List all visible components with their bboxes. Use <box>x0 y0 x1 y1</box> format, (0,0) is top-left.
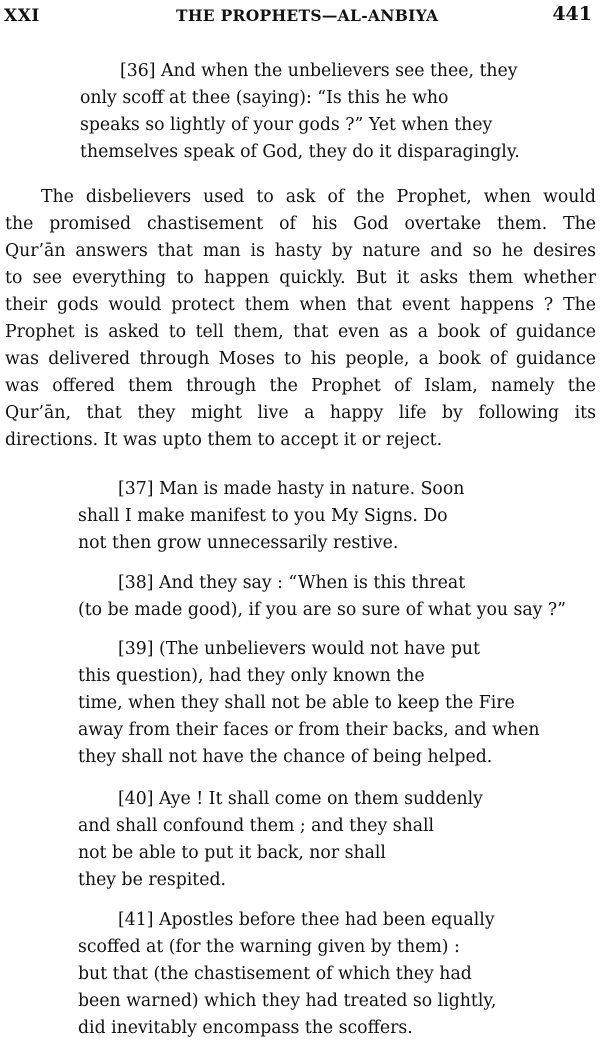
commentary-line: Qur’ān, that they might live a happy life by following its <box>5 403 596 423</box>
commentary-line: directions. It was upto them to accept it or reject. <box>5 430 443 450</box>
commentary-line: their gods would protect them when that event happens ? The <box>5 295 596 315</box>
verse-line: [41] Apostles before thee had been equally <box>118 910 495 930</box>
commentary-paragraph <box>5 184 596 454</box>
verse-line: not be able to put it back, nor shall <box>78 843 386 863</box>
verse-line: away from their faces or from their backs, and when <box>78 720 540 740</box>
verse-line: [40] Aye ! It shall come on them suddenly <box>118 789 483 809</box>
verse-line: shall I make manifest to you My Signs. Do <box>78 506 448 526</box>
verse-line: this question), had they only known the <box>78 666 425 686</box>
verse-line: themselves speak of God, they do it disparagingly. <box>80 142 520 162</box>
verse-line: speaks so lightly of your gods ?” Yet when they <box>80 115 493 135</box>
verse-line: [38] And they say : “When is this threat <box>118 573 466 593</box>
verse-39 <box>78 636 539 771</box>
verse-line: scoffed at (for the warning given by them) : <box>78 937 460 957</box>
commentary-line: was delivered through Moses to his people, a book of guidance <box>5 349 596 369</box>
verse-line: but that (the chastisement of which they had <box>78 964 472 984</box>
page-header <box>0 0 600 40</box>
verse-line: been warned) which they had treated so lightly, <box>78 991 497 1011</box>
verse-line: did inevitably encompass the scoffers. <box>78 1018 413 1038</box>
verse-line: [39] (The unbelievers would not have put <box>118 639 480 659</box>
verse-36 <box>80 58 520 166</box>
commentary-line: to see everything to happen quickly. But it asks them whether <box>5 268 596 288</box>
chapter-number: XXI <box>4 6 40 26</box>
commentary-line: Prophet is asked to tell them, that even as a book of guidance <box>5 322 596 342</box>
commentary-line: was offered them through the Prophet of Islam, namely the <box>5 376 596 396</box>
verse-38 <box>78 570 566 624</box>
verse-40 <box>78 786 483 894</box>
verse-line: [36] And when the unbelievers see thee, they <box>120 61 518 81</box>
commentary-line: The disbelievers used to ask of the Prophet, when would <box>41 187 596 207</box>
verse-line: they be respited. <box>78 870 227 890</box>
verse-line: not then grow unnecessarily restive. <box>78 533 399 553</box>
running-title: THE PROPHETS—AL-ANBIYA <box>176 6 439 25</box>
verse-line: only scoff at thee (saying): “Is this he who <box>80 88 449 108</box>
verse-41 <box>78 907 496 1042</box>
verse-line: [37] Man is made hasty in nature. Soon <box>118 479 465 499</box>
verse-line: time, when they shall not be able to keep the Fire <box>78 693 515 713</box>
commentary-line: the promised chastisement of his God overtake them. The <box>5 214 596 234</box>
verse-37 <box>78 476 464 557</box>
page-number: 441 <box>552 3 592 25</box>
commentary-line: Qur’ān answers that man is hasty by nature and so he desires <box>5 241 596 261</box>
verse-line: they shall not have the chance of being helped. <box>78 747 493 767</box>
verse-line: (to be made good), if you are so sure of what you say ?” <box>78 600 567 620</box>
verse-line: and shall confound them ; and they shall <box>78 816 435 836</box>
